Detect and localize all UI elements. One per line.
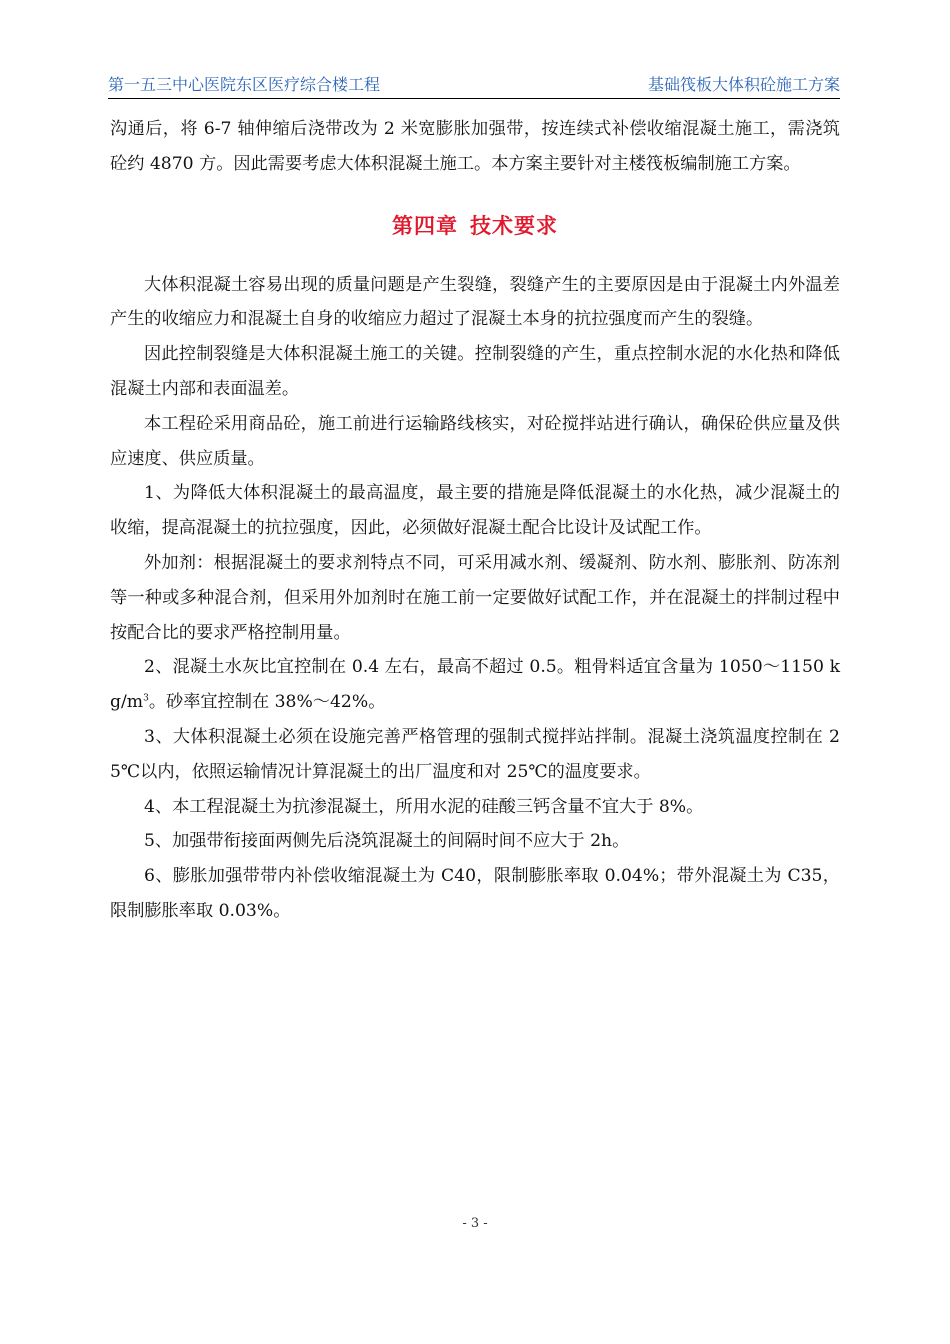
chapter-number: 第四章 <box>392 213 458 238</box>
intro-paragraph: 沟通后，将 6-7 轴伸缩后浇带改为 2 米宽膨胀加强带，按连续式补偿收缩混凝土施工，需浇筑砼约 4870 方。因此需要考虑大体积混凝土施工。本方案主要针对主楼筏板编制施工方案。 <box>110 119 840 174</box>
page-number: - 3 - <box>462 1216 488 1231</box>
body-paragraph: 因此控制裂缝是大体积混凝土施工的关键。控制裂缝的产生，重点控制水泥的水化热和降低混凝土内部和表面温差。 <box>110 344 840 399</box>
body-paragraph: 外加剂：根据混凝土的要求剂特点不同，可采用减水剂、缓凝剂、防水剂、膨胀剂、防冻剂等一种或多种混合剂，但采用外加剂时在施工前一定要做好试配工作，并在混凝土的拌制过程中按配合比的要求严格控制用量。 <box>110 552 840 643</box>
chapter-heading <box>110 210 840 242</box>
item-2-text: 2、混凝土水灰比宜控制在 0.4 左右，最高不超过 0.5。粗骨料适宜含量为 1050～1150 kg/m <box>110 657 840 713</box>
body-paragraph: 大体积混凝土容易出现的质量问题是产生裂缝，裂缝产生的主要原因是由于混凝土内外温差产生的收缩应力和混凝土自身的收缩应力超过了混凝土本身的抗拉强度而产生的裂缝。 <box>110 274 840 330</box>
item-paragraph: 3、大体积混凝土必须在设施完善严格管理的强制式搅拌站拌制。混凝土浇筑温度控制在 25℃以内，依照运输情况计算混凝土的出厂温度和对 25℃的温度要求。 <box>110 726 840 782</box>
page-content <box>110 112 840 929</box>
item-2-text-end: 。砂率宜控制在 38%～42%。 <box>148 692 386 713</box>
page-header <box>108 70 840 99</box>
item-paragraph: 6、膨胀加强带带内补偿收缩混凝土为 C40，限制膨胀率取 0.04%；带外混凝土为 C35，限制膨胀率取 0.03%。 <box>110 866 840 921</box>
item-paragraph: 4、本工程混凝土为抗渗混凝土，所用水泥的硅酸三钙含量不宜大于 8%。 <box>144 796 704 817</box>
item-2-paragraph <box>110 650 840 720</box>
header-document-title: 基础筏板大体积砼施工方案 <box>647 75 840 94</box>
superscript: 3 <box>143 693 149 704</box>
body-paragraph: 本工程砼采用商品砼，施工前进行运输路线核实，对砼搅拌站进行确认，确保砼供应量及供应速度、供应质量。 <box>110 413 840 469</box>
chapter-title: 技术要求 <box>470 213 558 238</box>
item-paragraph: 5、加强带衔接面两侧先后浇筑混凝土的间隔时间不应大于 2h。 <box>144 831 630 852</box>
header-project-name: 第一五三中心医院东区医疗综合楼工程 <box>108 75 381 94</box>
body-paragraph: 1、为降低大体积混凝土的最高温度，最主要的措施是降低混凝土的水化热，减少混凝土的收缩，提高混凝土的抗拉强度，因此，必须做好混凝土配合比设计及试配工作。 <box>110 483 840 539</box>
